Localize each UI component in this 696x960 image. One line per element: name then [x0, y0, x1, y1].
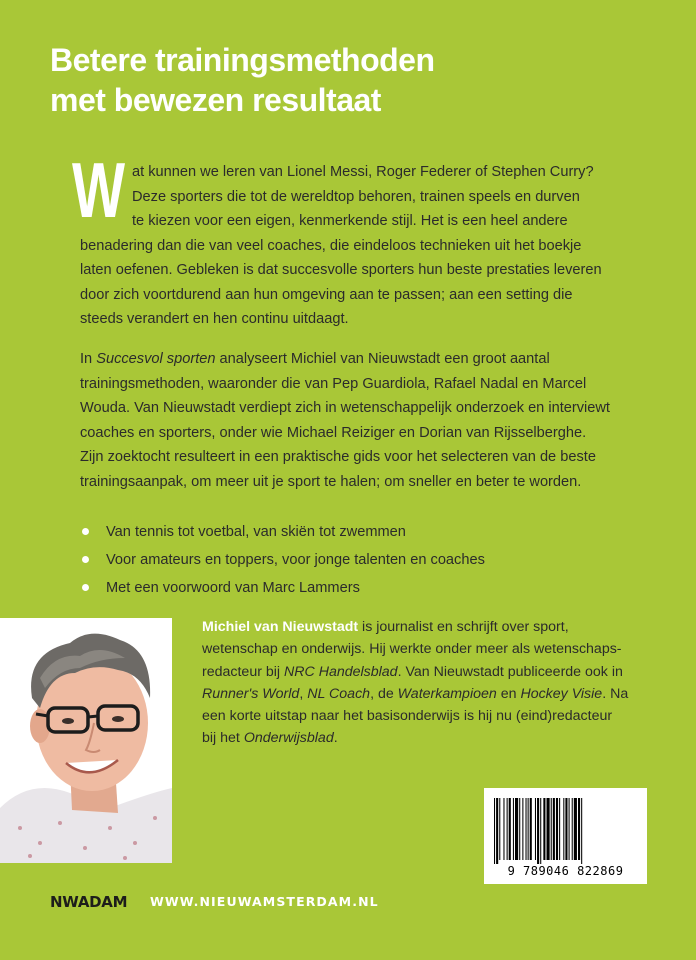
- bullet-icon: [82, 556, 89, 563]
- title-line-1: Betere trainingsmethoden: [50, 42, 435, 78]
- bullet-list: [80, 518, 640, 602]
- book-title: Succesvol sporten: [96, 351, 216, 367]
- barcode-bar: [543, 798, 545, 860]
- intro-line: laten oefenen. Gebleken is dat succesvolle sporters hun beste prestaties leveren: [80, 262, 602, 278]
- barcode-bar: [547, 798, 550, 860]
- list-item: Voor amateurs en toppers, voor jonge talenten en coaches: [80, 546, 640, 574]
- barcode-bar: [574, 798, 577, 860]
- intro-line: door zich voortdurend aan hun omgeving aan te passen; aan een setting die: [80, 286, 573, 303]
- intro-line: te kiezen voor een eigen, kenmerkende stijl. Het is een heel andere: [132, 213, 568, 229]
- barcode-bar: [496, 798, 498, 864]
- author-bio-line: redacteur bij NRC Handelsblad. Van Nieuwstadt publiceerde ook in: [202, 663, 623, 680]
- barcode-bar: [565, 798, 567, 860]
- barcode-bar: [503, 798, 504, 860]
- barcode-bar: [522, 798, 523, 860]
- author-portrait-image: [0, 618, 172, 863]
- barcode-bar: [513, 798, 514, 860]
- barcode-bar: [499, 798, 500, 860]
- author-bio-line: Michiel van Nieuwstadt is journalist en schrijft over sport,: [202, 619, 569, 635]
- intro-line: Deze sporters die tot de wereldtop behoren, trainen speels en durven: [132, 188, 580, 205]
- list-item: Van tennis tot voetbal, van skiën tot zwemmen: [80, 518, 640, 546]
- barcode-bar: [519, 798, 520, 860]
- author-name: Michiel van Nieuwstadt: [202, 619, 359, 635]
- author-bio-line: een korte uitstap naar het basisonderwijs is hij nu (eind)redacteur: [202, 708, 613, 725]
- page-title: [50, 40, 650, 120]
- author-bio: [202, 616, 652, 750]
- barcode-bar: [540, 798, 541, 864]
- body-line: Wouda. Van Nieuwstadt verdiept zich in wetenschappelijk onderzoek en interviewt: [80, 400, 610, 416]
- barcode-bar: [507, 798, 508, 860]
- isbn-barcode: [484, 788, 647, 884]
- barcode-bar: [530, 798, 532, 860]
- body-line: trainingsaanpak, om meer uit je sport te halen; om sneller en beter te worden.: [80, 473, 582, 490]
- body-line: trainingsmethoden, waaronder die van Pep Guardiola, Rafael Nadal en Marcel: [80, 375, 587, 392]
- body-paragraph: [80, 347, 640, 494]
- author-bio-line: wetenschap en onderwijs. Hij werkte onder meer als wetenschaps-: [202, 641, 622, 658]
- intro-line: benadering dan die van veel coaches, die eindeloos technieken uit het boekje: [80, 237, 582, 254]
- body-line: Zijn zoektocht resulteert in een praktische gids voor het selecteren van de beste: [80, 449, 596, 465]
- author-photo: [0, 618, 172, 863]
- barcode-bar: [537, 798, 539, 864]
- barcode-bar: [535, 798, 536, 860]
- intro-line: steeds verandert en hen continu uitdaagt.: [80, 311, 349, 327]
- barcode-bar: [509, 798, 511, 860]
- bullet-icon: [82, 584, 89, 591]
- body-line: coaches en sporters, onder wie Michael Reiziger en Dorian van Rijsselberghe.: [80, 424, 587, 441]
- author-bio-line: bij het Onderwijsblad.: [202, 730, 338, 747]
- intro-paragraph: [80, 160, 640, 332]
- author-bio-line: Runner's World, NL Coach, de Waterkampioen en Hockey Visie. Na: [202, 685, 629, 702]
- bullet-icon: [82, 528, 89, 535]
- list-item: Met een voorwoord van Marc Lammers: [80, 574, 640, 602]
- barcode-bar: [553, 798, 555, 860]
- intro-line: at kunnen we leren van Lionel Messi, Roger Federer of Stephen Curry?: [132, 164, 594, 180]
- publisher-logo: NWADAM: [50, 893, 128, 911]
- barcode-bar: [494, 798, 495, 864]
- barcode-bar: [578, 798, 580, 860]
- title-line-2: met bewezen resultaat: [50, 82, 381, 118]
- isbn-number: 9 789046 822869: [507, 864, 624, 878]
- barcode-bar: [572, 798, 573, 860]
- barcode-bar: [563, 798, 564, 860]
- barcode-bar: [528, 798, 529, 860]
- publisher-website: WWW.NIEUWAMSTERDAM.NL: [150, 894, 379, 909]
- drop-cap: W: [72, 146, 126, 234]
- barcode-bar: [559, 798, 560, 860]
- barcode-bar: [526, 798, 527, 860]
- barcode-bar: [556, 798, 558, 860]
- barcode-bar: [551, 798, 552, 860]
- body-line: In Succesvol sporten analyseert Michiel van Nieuwstadt een groot aantal: [80, 351, 550, 367]
- barcode-bar: [581, 798, 582, 864]
- barcode-bars: [484, 788, 647, 864]
- barcode-bar: [515, 798, 518, 860]
- barcode-bar: [569, 798, 570, 860]
